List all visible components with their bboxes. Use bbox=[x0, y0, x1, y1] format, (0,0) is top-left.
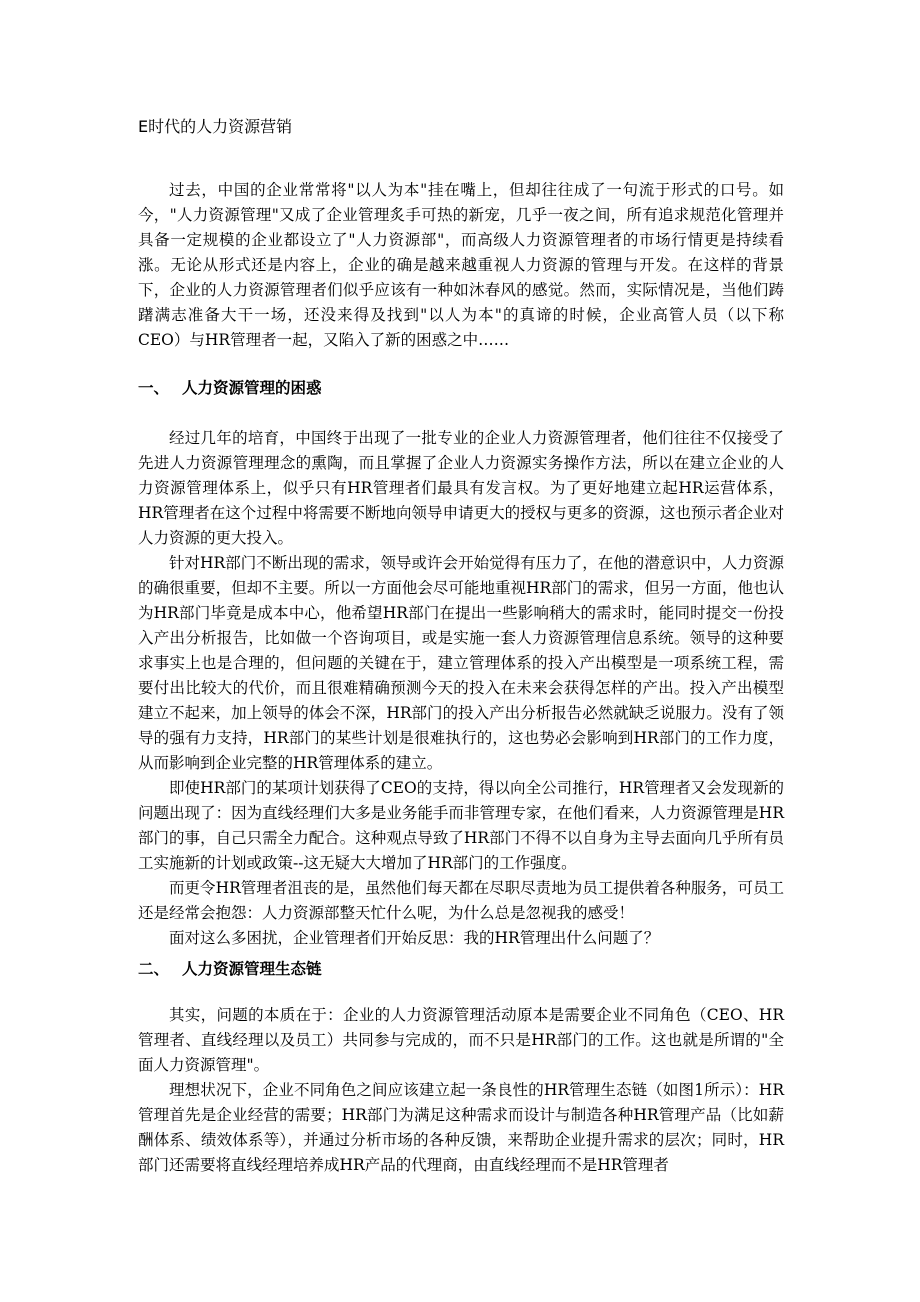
section-1-paragraph: 面对这么多困扰，企业管理者们开始反思：我的HR管理出什么问题了？ bbox=[169, 929, 660, 947]
intro-section bbox=[138, 178, 784, 353]
section-2-paragraph: 理想状况下，企业不同角色之间应该建立起一条良性的HR管理生态链（如图1所示）：HR管理首先是企业经营的需要；HR部门为满足这种需求而设计与制造各种HR管理产品（比如薪酬体系、绩效体系等），并通过分析市场的各种反馈，来帮助企业提升需求的层次；同时，HR部门还需要将直线经理培养成HR产品的代理商，由直线经理而不是HR管理者 bbox=[138, 1081, 784, 1174]
section-2-heading bbox=[138, 958, 322, 980]
section-2-body bbox=[138, 1003, 784, 1178]
section-2-paragraph: 其实，问题的本质在于：企业的人力资源管理活动原本是需要企业不同角色（CEO、HR管理者、直线经理以及员工）共同参与完成的，而不只是HR部门的工作。这也就是所谓的"全面人力资源管理"。 bbox=[138, 1006, 784, 1074]
intro-paragraph: 过去，中国的企业常常将"以人为本"挂在嘴上，但却往往成了一句流于形式的口号。如今，"人力资源管理"又成了企业管理炙手可热的新宠，几乎一夜之间，所有追求规范化管理并具备一定规模的企业都设立了"人力资源部"，而高级人力资源管理者的市场行情更是持续看涨。无论从形式还是内容上，企业的确是越来越重视人力资源的管理与开发。在这样的背景下，企业的人力资源管理者们似乎应该有一种如沐春风的感觉。然而，实际情况是，当他们踌躇满志准备大干一场，还没来得及找到"以人为本"的真谛的时候，企业高管人员（以下称CEO）与HR管理者一起，又陷入了新的困惑之中…… bbox=[138, 181, 784, 349]
section-1-number: 一、 bbox=[138, 378, 170, 397]
section-1-paragraph: 经过几年的培育，中国终于出现了一批专业的企业人力资源管理者，他们往往不仅接受了先进人力资源管理理念的熏陶，而且掌握了企业人力资源实务操作方法，所以在建立企业的人力资源管理体系上，似乎只有HR管理者们最具有发言权。为了更好地建立起HR运营体系，HR管理者在这个过程中将需要不断地向领导申请更大的授权与更多的资源，这也预示者企业对人力资源的更大投入。 bbox=[138, 429, 784, 547]
section-1-heading bbox=[138, 377, 322, 399]
section-1-paragraph: 针对HR部门不断出现的需求，领导或许会开始觉得有压力了，在他的潜意识中，人力资源的确很重要，但却不主要。所以一方面他会尽可能地重视HR部门的需求，但另一方面，他也认为HR部门毕竟是成本中心，他希望HR部门在提出一些影响稍大的需求时，能同时提交一份投入产出分析报告，比如做一个咨询项目，或是实施一套人力资源管理信息系统。领导的这种要求事实上也是合理的，但问题的关键在于，建立管理体系的投入产出模型是一项系统工程，需要付出比较大的代价，而且很难精确预测今天的投入在未来会获得怎样的产出。投入产出模型建立不起来，加上领导的体会不深，HR部门的投入产出分析报告必然就缺乏说服力。没有了领导的强有力支持，HR部门的某些计划是很难执行的，这也势必会影响到HR部门的工作力度，从而影响到企业完整的HR管理体系的建立。 bbox=[138, 554, 784, 772]
section-1-body bbox=[138, 426, 784, 951]
section-1-paragraph: 即使HR部门的某项计划获得了CEO的支持，得以向全公司推行，HR管理者又会发现新的问题出现了：因为直线经理们大多是业务能手而非管理专家，在他们看来，人力资源管理是HR部门的事，自己只需全力配合。这种观点导致了HR部门不得不以自身为主导去面向几乎所有员工实施新的计划或政策--这无疑大大增加了HR部门的工作强度。 bbox=[138, 779, 784, 872]
section-2-title: 人力资源管理生态链 bbox=[182, 959, 322, 978]
document-title: E时代的人力资源营销 bbox=[138, 117, 293, 136]
section-2-number: 二、 bbox=[138, 959, 170, 978]
section-1-title: 人力资源管理的困惑 bbox=[182, 378, 322, 397]
section-1-paragraph: 而更令HR管理者沮丧的是，虽然他们每天都在尽职尽责地为员工提供着各种服务，可员工还是经常会抱怨：人力资源部整天忙什么呢，为什么总是忽视我的感受！ bbox=[138, 879, 784, 922]
